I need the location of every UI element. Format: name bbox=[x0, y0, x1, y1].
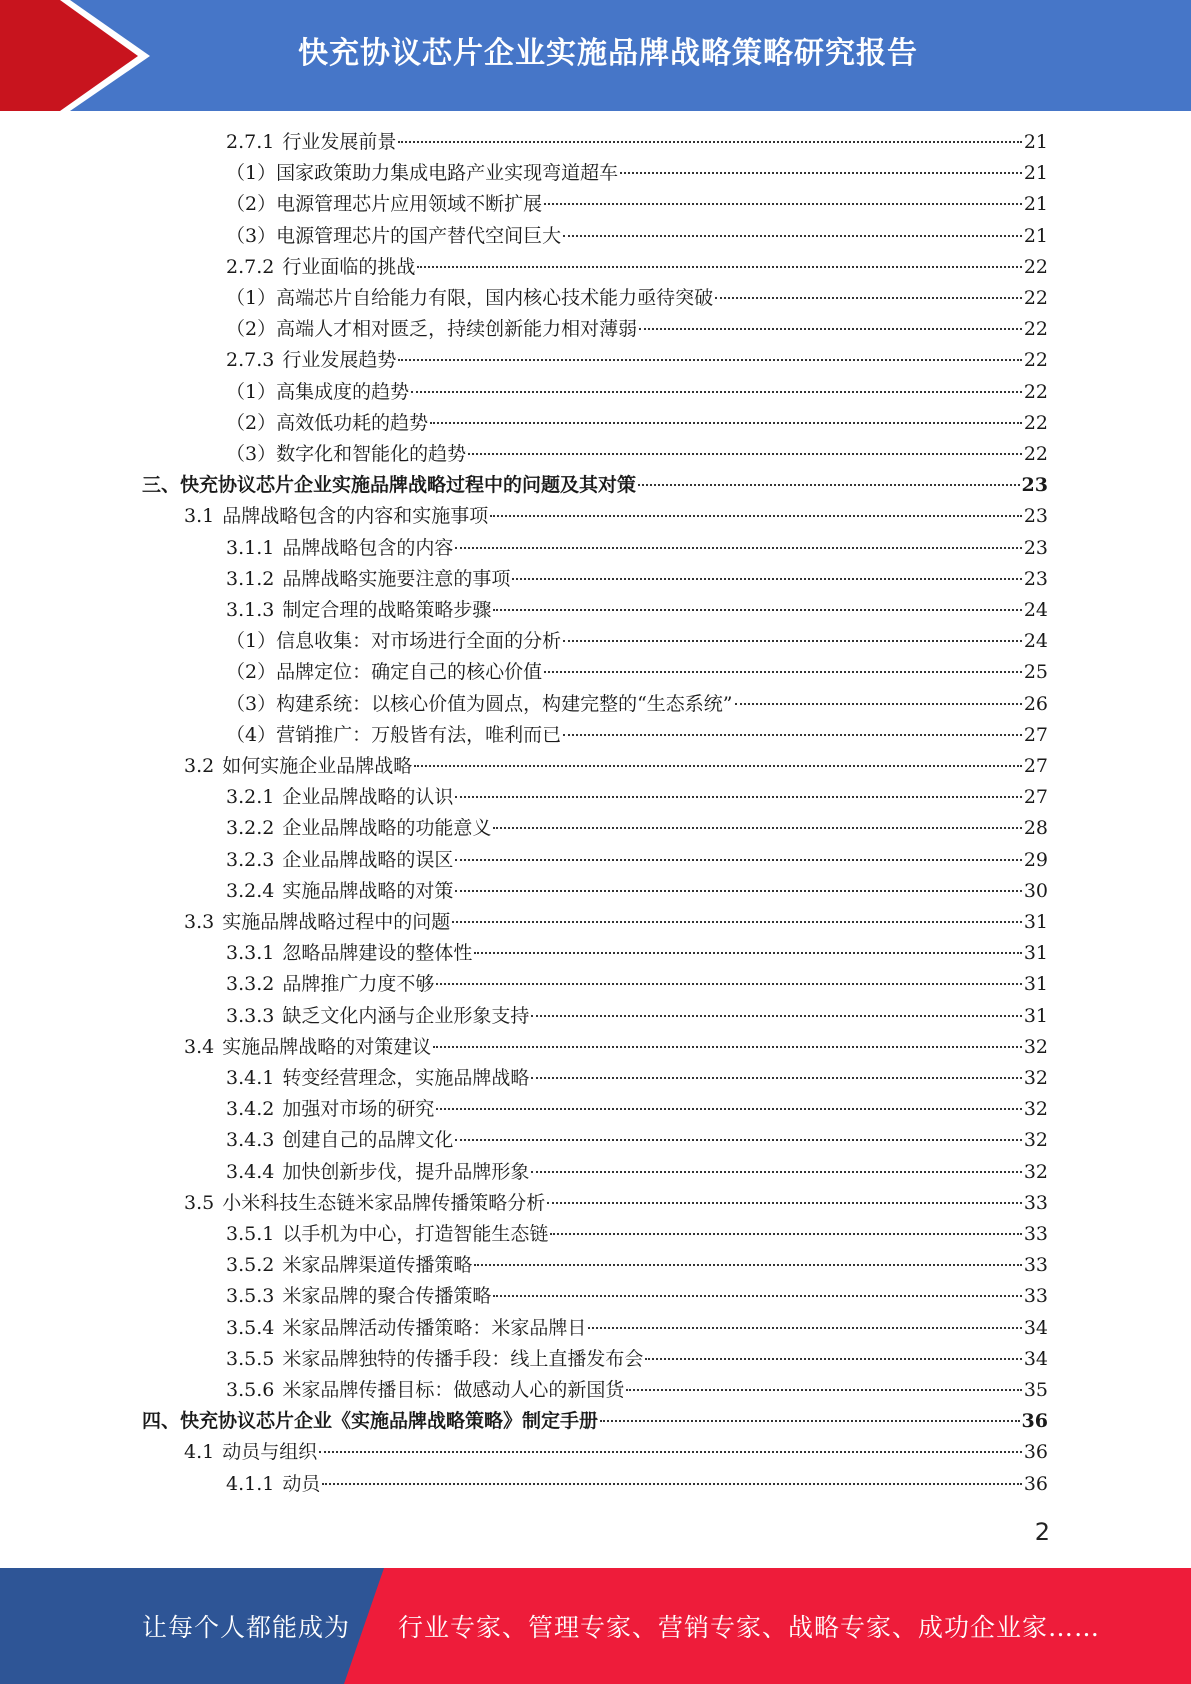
toc-entry-page: 22 bbox=[1023, 380, 1048, 403]
toc-entry-title: 品牌战略实施要注意的事项 bbox=[282, 567, 511, 590]
toc-dot-leader bbox=[638, 484, 1020, 486]
toc-entry-number: （1） bbox=[226, 287, 277, 309]
toc-dot-leader bbox=[417, 266, 1021, 268]
toc-entry-page: 32 bbox=[1023, 1035, 1048, 1058]
toc-entry-number: 3.5 bbox=[184, 1191, 215, 1214]
toc-entry[interactable] bbox=[226, 1157, 1048, 1188]
toc-dot-leader bbox=[430, 422, 1022, 424]
toc-entry-number: 3.4.3 bbox=[226, 1129, 275, 1152]
toc-entry-page: 36 bbox=[1023, 1472, 1048, 1495]
toc-entry-title: 实施品牌战略过程中的问题 bbox=[222, 911, 451, 933]
toc-entry-page: 34 bbox=[1023, 1316, 1048, 1339]
toc-dot-leader bbox=[319, 1451, 1022, 1453]
toc-entry[interactable] bbox=[226, 720, 1048, 751]
toc-entry-number: （2） bbox=[226, 193, 277, 216]
toc-entry[interactable] bbox=[142, 470, 1048, 501]
toc-entry-page: 36 bbox=[1023, 1441, 1048, 1464]
toc-entry-page: 31 bbox=[1023, 1004, 1048, 1027]
toc-entry-title: 高端芯片自给能力有限，国内核心技术能力亟待突破 bbox=[276, 287, 714, 309]
toc-entry-number: 三、 bbox=[142, 474, 181, 497]
toc-entry-title: 制定合理的战略策略步骤 bbox=[282, 599, 492, 621]
toc-entry-title: 电源管理芯片的国产替代空间巨大 bbox=[276, 224, 562, 247]
toc-entry[interactable] bbox=[184, 501, 1048, 532]
toc-dot-leader bbox=[735, 703, 1022, 705]
toc-entry-page: 27 bbox=[1023, 786, 1048, 809]
toc-entry-title: 快充协议芯片企业《实施品牌战略策略》制定手册 bbox=[180, 1410, 599, 1433]
toc-entry-page: 27 bbox=[1023, 755, 1048, 777]
toc-entry-title: 国家政策助力集成电路产业实现弯道超车 bbox=[276, 162, 619, 185]
toc-entry-number: 2.7.1 bbox=[226, 131, 275, 153]
toc-entry-number: 3.1.2 bbox=[226, 567, 275, 590]
toc-entry-number: 3.5.2 bbox=[226, 1254, 275, 1277]
toc-dot-leader bbox=[512, 578, 1021, 580]
toc-entry-number: 2.7.3 bbox=[226, 349, 275, 372]
toc-entry[interactable] bbox=[226, 345, 1048, 376]
toc-entry-number: 3.1 bbox=[184, 505, 215, 528]
toc-entry-number: （3） bbox=[226, 224, 277, 247]
toc-entry-title: 米家品牌的聚合传播策略 bbox=[282, 1285, 492, 1308]
toc-entry-page: 32 bbox=[1023, 1067, 1048, 1089]
toc-entry-title: 米家品牌活动传播策略：米家品牌日 bbox=[282, 1316, 587, 1339]
toc-dot-leader bbox=[600, 1420, 1020, 1422]
toc-entry-page: 33 bbox=[1023, 1223, 1048, 1245]
toc-entry[interactable] bbox=[226, 876, 1048, 907]
toc-dot-leader bbox=[563, 734, 1022, 736]
toc-entry-title: 以手机为中心，打造智能生态链 bbox=[282, 1223, 549, 1245]
toc-entry-number: 3.4.1 bbox=[226, 1067, 275, 1089]
toc-entry[interactable] bbox=[184, 1437, 1048, 1468]
toc-entry-number: 3.5.1 bbox=[226, 1223, 275, 1245]
toc-entry-page: 31 bbox=[1023, 942, 1048, 965]
toc-entry-number: 四、 bbox=[142, 1410, 181, 1433]
toc-entry-title: 电源管理芯片应用领域不断扩展 bbox=[276, 193, 543, 216]
toc-entry[interactable] bbox=[226, 564, 1048, 595]
toc-entry[interactable] bbox=[226, 938, 1048, 969]
toc-dot-leader bbox=[452, 921, 1022, 923]
toc-entry[interactable] bbox=[226, 1281, 1048, 1312]
toc-entry-page: 23 bbox=[1023, 536, 1048, 559]
toc-dot-leader bbox=[531, 1077, 1021, 1079]
toc-entry-number: 3.1.1 bbox=[226, 536, 275, 559]
toc-dot-leader bbox=[645, 1358, 1021, 1360]
toc-entry-title: 品牌战略包含的内容 bbox=[282, 536, 454, 559]
toc-entry-title: 米家品牌独特的传播手段：线上直播发布会 bbox=[282, 1347, 644, 1370]
toc-entry[interactable] bbox=[226, 782, 1048, 813]
toc-entry[interactable] bbox=[226, 221, 1048, 252]
toc-dot-leader bbox=[493, 609, 1021, 611]
toc-entry-title: 企业品牌战略的认识 bbox=[282, 786, 454, 809]
toc-entry[interactable] bbox=[226, 1063, 1048, 1094]
toc-entry-title: 实施品牌战略的对策 bbox=[282, 879, 454, 902]
toc-entry-title: 行业发展前景 bbox=[282, 131, 397, 153]
toc-dot-leader bbox=[563, 235, 1022, 237]
toc-entry-number: （3） bbox=[226, 692, 277, 715]
toc-entry-page: 23 bbox=[1023, 505, 1048, 528]
toc-entry-number: 3.4.2 bbox=[226, 1098, 275, 1121]
toc-entry-title: 快充协议芯片企业实施品牌战略过程中的问题及其对策 bbox=[180, 474, 637, 497]
toc-entry[interactable] bbox=[184, 1032, 1048, 1063]
toc-dot-leader bbox=[474, 1264, 1021, 1266]
toc-entry[interactable] bbox=[226, 408, 1048, 439]
toc-entry[interactable] bbox=[226, 1375, 1048, 1406]
toc-dot-leader bbox=[436, 1108, 1021, 1110]
toc-entry-number: 3.5.3 bbox=[226, 1285, 275, 1308]
toc-entry-title: 构建系统：以核心价值为圆点，构建完整的“生态系统” bbox=[276, 692, 733, 715]
toc-entry[interactable] bbox=[184, 907, 1048, 938]
toc-entry-title: 信息收集：对市场进行全面的分析 bbox=[276, 630, 562, 653]
toc-dot-leader bbox=[563, 640, 1022, 642]
toc-entry-title: 品牌推广力度不够 bbox=[282, 973, 435, 996]
toc-entry-title: 米家品牌渠道传播策略 bbox=[282, 1254, 473, 1277]
toc-entry-number: 3.5.6 bbox=[226, 1379, 275, 1401]
toc-entry-title: 米家品牌传播目标：做感动人心的新国货 bbox=[282, 1379, 625, 1401]
toc-entry-title: 企业品牌战略的误区 bbox=[282, 848, 454, 871]
toc-entry-number: 3.3.1 bbox=[226, 942, 275, 965]
toc-dot-leader bbox=[398, 359, 1021, 361]
toc-dot-leader bbox=[531, 1171, 1021, 1173]
toc-entry[interactable] bbox=[226, 1094, 1048, 1125]
toc-entry-title: 缺乏文化内涵与企业形象支持 bbox=[282, 1004, 530, 1027]
toc-entry-number: （2） bbox=[226, 318, 277, 341]
toc-entry-title: 营销推广：万般皆有法，唯利而已 bbox=[276, 723, 562, 746]
toc-entry-page: 24 bbox=[1023, 630, 1048, 653]
page-number: 2 bbox=[1034, 1518, 1050, 1546]
toc-entry-title: 行业发展趋势 bbox=[282, 349, 397, 372]
toc-dot-leader bbox=[468, 453, 1022, 455]
toc-entry[interactable] bbox=[226, 657, 1048, 688]
toc-entry-page: 21 bbox=[1023, 224, 1048, 247]
toc-entry-number: 3.5.5 bbox=[226, 1347, 275, 1370]
toc-dot-leader bbox=[588, 1327, 1021, 1329]
toc-entry-number: 4.1 bbox=[184, 1441, 215, 1464]
toc-entry-page: 24 bbox=[1023, 599, 1048, 621]
toc-entry[interactable] bbox=[226, 1344, 1048, 1375]
toc-entry[interactable] bbox=[226, 969, 1048, 1000]
toc-entry[interactable] bbox=[226, 1469, 1048, 1500]
toc-dot-leader bbox=[493, 827, 1021, 829]
toc-dot-leader bbox=[620, 172, 1022, 174]
header-title: 快充协议芯片企业实施品牌战略策略研究报告 bbox=[298, 36, 918, 71]
toc-entry-title: 加快创新步伐，提升品牌形象 bbox=[282, 1160, 530, 1183]
toc-dot-leader bbox=[455, 859, 1021, 861]
toc-entry-title: 如何实施企业品牌战略 bbox=[222, 755, 413, 777]
toc-entry[interactable] bbox=[226, 252, 1048, 283]
toc-entry-title: 品牌定位：确定自己的核心价值 bbox=[276, 661, 543, 684]
footer-slogan-left: 让每个人都能成为 bbox=[142, 1613, 351, 1642]
toc-dot-leader bbox=[544, 203, 1022, 205]
toc-dot-leader bbox=[455, 1139, 1021, 1141]
toc-entry-title: 加强对市场的研究 bbox=[282, 1098, 435, 1121]
toc-entry[interactable] bbox=[226, 845, 1048, 876]
toc-dot-leader bbox=[490, 515, 1022, 517]
toc-entry-number: （1） bbox=[226, 630, 277, 653]
toc-entry-page: 35 bbox=[1023, 1379, 1048, 1401]
toc-entry-title: 忽略品牌建设的整体性 bbox=[282, 942, 473, 965]
toc-entry-number: 3.2.2 bbox=[226, 817, 275, 840]
toc-entry[interactable] bbox=[226, 158, 1048, 189]
toc-entry-page: 28 bbox=[1023, 817, 1048, 840]
toc-entry-page: 21 bbox=[1023, 193, 1048, 216]
toc-entry-page: 33 bbox=[1023, 1191, 1048, 1214]
toc-entry-title: 高效低功耗的趋势 bbox=[276, 411, 429, 434]
toc-entry-number: 3.4 bbox=[184, 1035, 215, 1058]
toc-entry-page: 23 bbox=[1021, 474, 1048, 497]
toc-entry-number: 3.2.4 bbox=[226, 879, 275, 902]
toc-entry-title: 高端人才相对匮乏，持续创新能力相对薄弱 bbox=[276, 318, 638, 341]
toc-entry[interactable] bbox=[226, 626, 1048, 657]
toc-entry-page: 31 bbox=[1023, 911, 1048, 933]
toc-entry-title: 高集成度的趋势 bbox=[276, 380, 410, 403]
toc-entry-title: 品牌战略包含的内容和实施事项 bbox=[222, 505, 489, 528]
toc-dot-leader bbox=[455, 890, 1021, 892]
toc-entry[interactable] bbox=[226, 1219, 1048, 1250]
toc-dot-leader bbox=[474, 952, 1021, 954]
toc-entry-number: （2） bbox=[226, 411, 277, 434]
toc-entry-page: 31 bbox=[1023, 973, 1048, 996]
toc-dot-leader bbox=[322, 1483, 1021, 1485]
toc-entry-number: 3.4.4 bbox=[226, 1160, 275, 1183]
toc-entry-page: 22 bbox=[1023, 443, 1048, 465]
toc-entry[interactable] bbox=[226, 813, 1048, 844]
toc-dot-leader bbox=[550, 1233, 1021, 1235]
toc-dot-leader bbox=[639, 328, 1022, 330]
toc-entry-title: 动员 bbox=[282, 1472, 321, 1495]
toc-entry[interactable] bbox=[226, 1125, 1048, 1156]
toc-entry-page: 32 bbox=[1023, 1098, 1048, 1121]
toc-entry-title: 动员与组织 bbox=[222, 1441, 318, 1464]
toc-entry-number: 3.2.1 bbox=[226, 786, 275, 809]
toc-entry[interactable] bbox=[226, 1250, 1048, 1281]
toc-dot-leader bbox=[493, 1295, 1021, 1297]
toc-entry[interactable] bbox=[226, 439, 1048, 470]
toc-entry-number: 3.3 bbox=[184, 911, 215, 933]
toc-entry[interactable] bbox=[226, 689, 1048, 720]
toc-entry-title: 实施品牌战略的对策建议 bbox=[222, 1035, 432, 1058]
toc-entry-title: 小米科技生态链米家品牌传播策略分析 bbox=[222, 1191, 546, 1214]
toc-entry-number: 3.2 bbox=[184, 755, 215, 777]
toc-entry-title: 企业品牌战略的功能意义 bbox=[282, 817, 492, 840]
toc-entry-page: 29 bbox=[1023, 848, 1048, 871]
toc-entry-number: （1） bbox=[226, 380, 277, 403]
toc-dot-leader bbox=[436, 983, 1021, 985]
toc-entry-number: 3.3.3 bbox=[226, 1004, 275, 1027]
toc-dot-leader bbox=[398, 141, 1021, 143]
toc-entry[interactable] bbox=[226, 595, 1048, 626]
toc-entry-page: 26 bbox=[1023, 692, 1048, 715]
footer-slogan-right: 行业专家、管理专家、营销专家、战略专家、成功企业家…… bbox=[398, 1613, 1101, 1642]
toc-entry-page: 22 bbox=[1023, 287, 1048, 309]
toc-dot-leader bbox=[455, 796, 1021, 798]
toc-entry-page: 21 bbox=[1023, 162, 1048, 185]
toc-entry[interactable] bbox=[226, 314, 1048, 345]
toc-entry-page: 36 bbox=[1021, 1410, 1048, 1433]
toc-entry[interactable] bbox=[226, 283, 1048, 314]
toc-entry-page: 33 bbox=[1023, 1285, 1048, 1308]
toc-entry-page: 33 bbox=[1023, 1254, 1048, 1277]
toc-entry-page: 22 bbox=[1023, 255, 1048, 278]
toc-entry-title: 转变经营理念，实施品牌战略 bbox=[282, 1067, 530, 1089]
toc-entry-title: 创建自己的品牌文化 bbox=[282, 1129, 454, 1152]
toc-dot-leader bbox=[547, 1202, 1022, 1204]
toc-entry[interactable] bbox=[226, 533, 1048, 564]
toc-dot-leader bbox=[544, 671, 1022, 673]
toc-entry-title: 行业面临的挑战 bbox=[282, 255, 416, 278]
toc-entry-page: 22 bbox=[1023, 349, 1048, 372]
toc-entry-page: 27 bbox=[1023, 723, 1048, 746]
toc-entry[interactable] bbox=[184, 1188, 1048, 1219]
toc-entry-page: 21 bbox=[1023, 131, 1048, 153]
toc-dot-leader bbox=[626, 1389, 1021, 1391]
toc-entry-number: （2） bbox=[226, 661, 277, 684]
toc-entry-page: 32 bbox=[1023, 1160, 1048, 1183]
toc-entry[interactable] bbox=[226, 189, 1048, 220]
toc-dot-leader bbox=[715, 297, 1022, 299]
toc-entry[interactable] bbox=[226, 377, 1048, 408]
toc-dot-leader bbox=[455, 547, 1021, 549]
toc-entry-number: 3.2.3 bbox=[226, 848, 275, 871]
toc-entry-page: 22 bbox=[1023, 411, 1048, 434]
page-footer bbox=[0, 1568, 1191, 1684]
toc-dot-leader bbox=[433, 1046, 1022, 1048]
toc-entry-page: 22 bbox=[1023, 318, 1048, 341]
toc-dot-leader bbox=[411, 391, 1022, 393]
page-header bbox=[0, 0, 1191, 111]
toc-entry[interactable] bbox=[184, 751, 1048, 782]
toc-entry-page: 23 bbox=[1023, 567, 1048, 590]
toc-entry-number: 3.3.2 bbox=[226, 973, 275, 996]
toc-entry-number: 3.5.4 bbox=[226, 1316, 275, 1339]
toc-entry-title: 数字化和智能化的趋势 bbox=[276, 443, 467, 465]
toc-entry-page: 32 bbox=[1023, 1129, 1048, 1152]
toc-entry-number: 2.7.2 bbox=[226, 255, 275, 278]
toc-entry-number: （3） bbox=[226, 443, 277, 465]
toc-dot-leader bbox=[531, 1015, 1021, 1017]
toc-entry-number: 3.1.3 bbox=[226, 599, 275, 621]
toc-entry-number: 4.1.1 bbox=[226, 1472, 275, 1495]
toc-entry[interactable] bbox=[226, 1313, 1048, 1344]
toc-entry[interactable] bbox=[226, 1001, 1048, 1032]
toc-entry-page: 30 bbox=[1023, 879, 1048, 902]
toc-entry-page: 34 bbox=[1023, 1347, 1048, 1370]
toc-entry[interactable] bbox=[226, 127, 1048, 158]
toc-dot-leader bbox=[414, 765, 1022, 767]
toc-entry-number: （4） bbox=[226, 723, 277, 746]
toc-entry-number: （1） bbox=[226, 162, 277, 185]
toc-entry[interactable] bbox=[142, 1406, 1048, 1437]
toc-entry-page: 25 bbox=[1023, 661, 1048, 684]
